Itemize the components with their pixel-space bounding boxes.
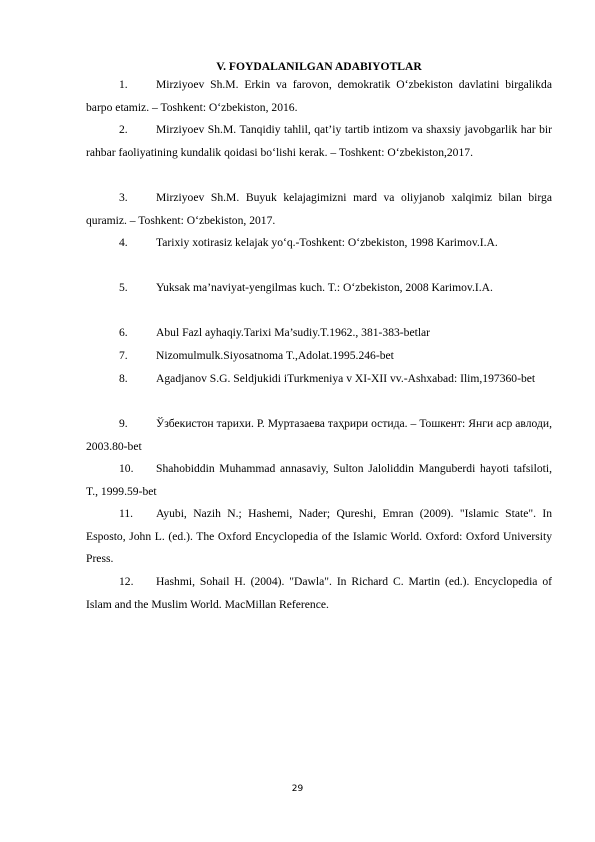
reference-item (86, 322, 552, 345)
reference-item (86, 187, 552, 232)
reference-text: Mirziyoev Sh.M. Buyuk kelajagimizni mard va oliyjanob xalqimiz bilan birga quramiz. – Toshkent: O‘zbekiston, 2017. (86, 191, 552, 227)
reference-item (86, 345, 552, 368)
reference-number: 8. (119, 372, 128, 385)
reference-text: Ayubi, Nazih N.; Hashemi, Nader; Qureshi, Emran (2009). "Islamic State". In Esposto, John L. (ed.). The Oxford Encyclopedia of the Islamic World. Oxford: Oxford University Press. (86, 507, 552, 566)
reference-text: Mirziyoev Sh.M. Tanqidiy tahlil, qat’iy tartib intizom va shaxsiy javobgarlik har bir rahbar faoliyatining kundalik qoidasi bo‘lishi kerak. – Toshkent: O‘zbekiston,2017. (86, 123, 552, 159)
page-number: 29 (291, 784, 304, 794)
reference-item (86, 571, 552, 616)
reference-item (86, 458, 552, 503)
reference-item (86, 368, 552, 391)
reference-text: Shahobiddin Muhammad annasaviy, Sulton Jaloliddin Manguberdi hayoti tafsiloti, T., 1999.59-bet (86, 462, 552, 498)
section-title: V. FOYDALANILGAN ADABIYOTLAR (216, 60, 422, 73)
reference-text: Tarixiy xotirasiz kelajak yo‘q.-Toshkent: O‘zbekiston, 1998 Karimov.I.A. (156, 236, 498, 249)
reference-text: Nizomulmulk.Siyosatnoma T.,Adolat.1995.246-bet (156, 349, 394, 362)
reference-number: 2. (119, 123, 128, 136)
reference-number: 4. (119, 236, 128, 249)
reference-text: Ўзбекистон тарихи. Р. Муртазаева таҳрири остида. – Тошкент: Янги аср авлоди, 2003.80-bet (86, 417, 552, 453)
reference-text: Abul Fazl ayhaqiy.Tarixi Ma’sudiy.T.1962., 381-383-betlar (156, 326, 431, 339)
reference-number: 3. (119, 191, 128, 204)
reference-text: Hashmi, Sohail H. (2004). "Dawla". In Richard C. Martin (ed.). Encyclopedia of Islam and the Muslim World. MacMillan Reference. (86, 575, 552, 611)
reference-number: 7. (119, 349, 128, 362)
reference-text: Yuksak ma’naviyat-yengilmas kuch. T.: O‘zbekiston, 2008 Karimov.I.A. (156, 281, 493, 294)
reference-number: 6. (119, 326, 128, 339)
reference-item (86, 232, 552, 255)
reference-text: Agadjanov S.G. Seldjukidi iTurkmeniya v XI-XII vv.-Ashxabad: Ilim,197360-bet (156, 372, 536, 385)
reference-number: 9. (119, 417, 128, 430)
reference-number: 12. (119, 575, 134, 588)
reference-number: 10. (119, 462, 134, 475)
reference-item (86, 277, 552, 300)
reference-item (86, 74, 552, 119)
reference-text: Mirziyoev Sh.M. Erkin va farovon, demokratik O‘zbekiston davlatini birgalikda barpo etamiz. – Toshkent: O‘zbekiston, 2016. (86, 78, 552, 114)
reference-number: 11. (119, 507, 134, 520)
reference-item (86, 119, 552, 164)
reference-item (86, 413, 552, 458)
reference-number: 5. (119, 281, 128, 294)
reference-number: 1. (119, 78, 128, 91)
reference-item (86, 503, 552, 571)
